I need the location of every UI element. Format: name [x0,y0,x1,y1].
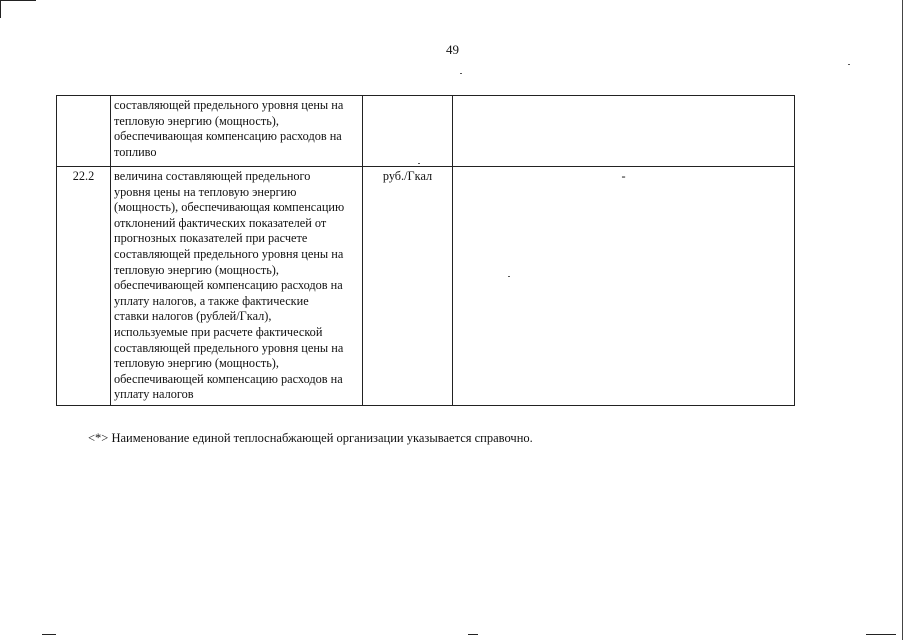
scan-edge-mark-left [0,0,1,18]
scan-speck [508,276,510,277]
unit-cell [363,96,453,167]
unit-cell: руб./Гкал [363,167,453,406]
indicator-description-cell: величина составляющей предельного уровня цены на тепловую энергию (мощность), обеспечивающая компенсацию отклонений фактических показателей от прогнозных показателей при расчете составляющей предельного уровня цены на тепловую энергию (мощность), обеспечивающей компенсацию расходов на уплату налогов, а также фактические ставки налогов (рублей/Гкал), используемые при расчете фактической составляющей предельного уровня цены на тепловую энергию (мощность), обеспечивающей компенсацию расходов на уплату налогов [111,167,363,406]
footnote: <*> Наименование единой теплоснабжающей организации указывается справочно. [88,431,533,445]
scan-speck [418,163,420,164]
scan-edge-mark-right [902,0,903,640]
scan-speck [848,64,850,65]
row-number-cell: 22.2 [57,167,111,406]
indicator-description-cell: составляющей предельного уровня цены на тепловую энергию (мощность), обеспечивающая компенсацию расходов на топливо [111,96,363,167]
scan-edge-mark-top [0,0,36,1]
table-row [57,167,795,406]
page-number: 49 [446,42,459,57]
scan-edge-mark-bottom-mid [468,634,478,635]
scan-edge-mark-bottom-right [866,634,896,635]
value-cell [453,96,795,167]
scan-edge-mark-bottom-left [42,634,56,635]
scan-speck [460,73,462,74]
value-cell: - [453,167,795,406]
indicator-table [56,95,795,406]
row-number-cell [57,96,111,167]
table-row [57,96,795,167]
